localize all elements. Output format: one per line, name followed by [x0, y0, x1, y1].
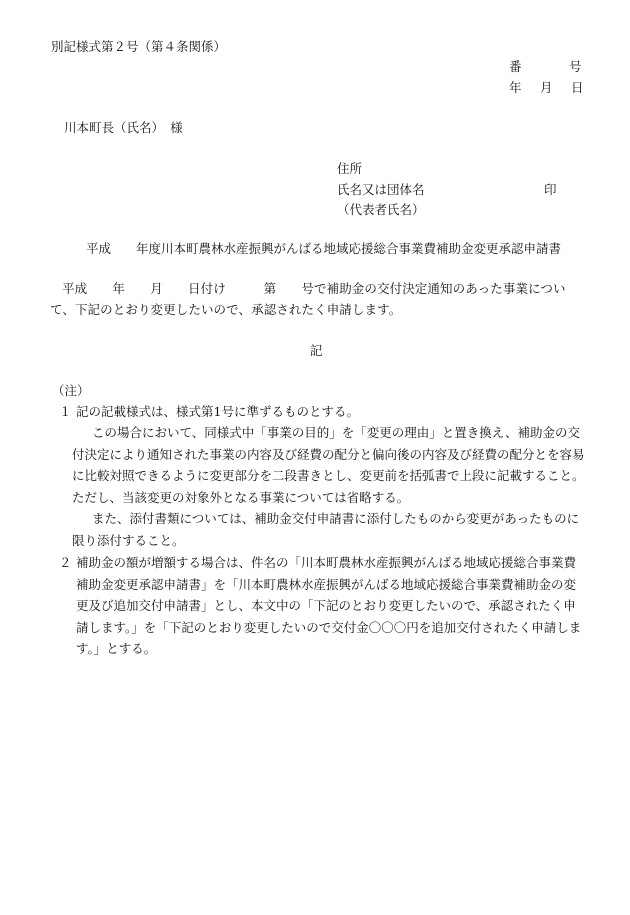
number-label-left: 番: [509, 59, 522, 74]
seal-mark: 印: [544, 182, 557, 197]
date-month: 月: [540, 80, 553, 95]
note-number: ２: [59, 555, 72, 570]
ki-heading: 記: [310, 343, 323, 358]
date-day: 日: [571, 80, 584, 95]
addressee: 川本町長（氏名） 様: [64, 120, 183, 135]
applicant-name-label: 氏名又は団体名: [337, 182, 425, 197]
note-text: 記の記載様式は、様式第1号に準ずるものとする。: [76, 404, 359, 419]
notes-section: [52, 401, 586, 660]
note-paragraph: この場合において、同様式中「事業の目的」を「変更の理由」と置き換え、補助金の交付決定により通知された事業の内容及び経費の配分と偏向後の内容及び経費の配分とを容易に比較対照できるように変更部分を二段書きとし、変更前を括弧書で上段に記載すること。ただし、当該変更の対象外となる事業については省略する。: [72, 425, 585, 505]
note-item-1: [52, 401, 586, 422]
number-label-right: 号: [569, 59, 582, 74]
date-year: 年: [509, 80, 522, 95]
applicant-representative-label: （代表者氏名）: [337, 202, 425, 217]
notes-heading: （注）: [52, 383, 90, 398]
note-paragraph: また、添付書類については、補助金交付申請書に添付したものから変更があったものに限り添付すること。: [72, 511, 580, 548]
document-title: 平成 年度川本町農林水産振興がんばる地域応援総合事業費補助金変更承認申請書: [86, 241, 562, 256]
note-number: １: [59, 404, 72, 419]
applicant-address-label: 住所: [337, 161, 363, 176]
note-text: 補助金の額が増額する場合は、件名の「川本町農林水産振興がんばる地域応援総合事業費補助金変更承認申請書」を「川本町農林水産振興がんばる地域応援総合事業費補助金の変更及び追加交付申請書」とし、本文中の「下記のとおり変更したいので、承認されたく申請します。」を「下記のとおり変更したいので交付金〇〇〇円を追加交付されたく申請します。」とする。: [76, 555, 582, 656]
note-item-2: [52, 552, 586, 660]
form-number: 別記様式第２号（第４条関係）: [51, 39, 227, 54]
body-paragraph: 平成 年 月 日付け 第 号で補助金の交付決定通知のあった事業について、下記のとおり変更したいので、承認されたく申請します。: [50, 281, 566, 317]
